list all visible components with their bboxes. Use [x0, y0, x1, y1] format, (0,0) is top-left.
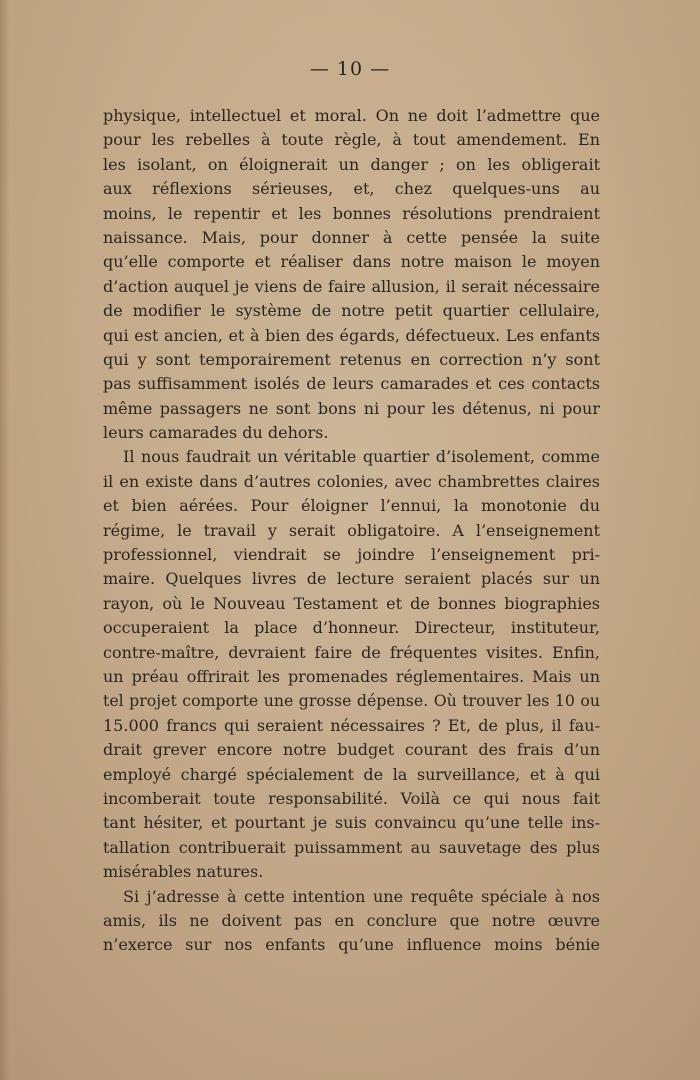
- text-line: et bien aérées. Pour éloigner l’ennui, la monotonie du: [103, 496, 600, 516]
- text-line: leurs camarades du dehors.: [103, 423, 329, 443]
- text-line: maire. Quelques livres de lecture seraient placés sur un: [103, 569, 600, 589]
- text-line: qui est ancien, et à bien des égards, défectueux. Les enfants: [103, 325, 600, 345]
- text-line: les isolant, on éloignerait un danger ; on les obligerait: [103, 154, 600, 174]
- text-line: drait grever encore notre budget courant des frais d’un: [103, 740, 600, 760]
- text-line: 15.000 francs qui seraient nécessaires ? Et, de plus, il fau-: [103, 715, 600, 735]
- text-line: misérables natures.: [103, 862, 264, 882]
- text-line: physique, intellectuel et moral. On ne doit l’admettre que: [103, 106, 600, 125]
- page-edge-shadow: [0, 0, 10, 1080]
- text-line: pas suffisamment isolés de leurs camarades et ces contacts: [103, 374, 600, 394]
- text-line: de modifier le système de notre petit quartier cellulaire,: [103, 301, 600, 321]
- text-line: Si j’adresse à cette intention une requête spéciale à nos: [123, 886, 600, 906]
- text-line: qui y sont temporairement retenus en correction n’y sont: [103, 349, 600, 369]
- text-line: moins, le repentir et les bonnes résolutions prendraient: [103, 203, 600, 223]
- text-line: même passagers ne sont bons ni pour les détenus, ni pour: [103, 398, 600, 418]
- text-line: tallation contribuerait puissamment au sauvetage des plus: [103, 837, 600, 857]
- body-text: [103, 104, 600, 958]
- text-line: il en existe dans d’autres colonies, avec chambrettes claires: [103, 471, 600, 491]
- text-line: occuperaient la place d’honneur. Directeur, instituteur,: [103, 618, 600, 638]
- text-line: aux réflexions sérieuses, et, chez quelques-uns au: [103, 179, 600, 199]
- text-line: employé chargé spécialement de la surveillance, et à qui: [103, 764, 600, 784]
- text-line: naissance. Mais, pour donner à cette pensée la suite: [103, 227, 600, 247]
- text-line: incomberait toute responsabilité. Voilà ce qui nous fait: [103, 788, 600, 808]
- text-line: d’action auquel je viens de faire allusion, il serait nécessaire: [103, 276, 600, 296]
- text-line: tant hésiter, et pourtant je suis convaincu qu’une telle ins-: [103, 813, 600, 833]
- text-line: amis, ils ne doivent pas en conclure que notre œuvre: [103, 910, 600, 930]
- text-line: qu’elle comporte et réaliser dans notre maison le moyen: [103, 252, 600, 272]
- text-line: professionnel, viendrait se joindre l’enseignement pri-: [103, 545, 600, 565]
- text-line: contre-maître, devraient faire de fréquentes visites. Enfin,: [103, 642, 600, 662]
- page-number: — 10 —: [309, 58, 391, 80]
- text-line: Il nous faudrait un véritable quartier d’isolement, comme: [123, 447, 600, 467]
- text-line: rayon, où le Nouveau Testament et de bonnes biographies: [103, 593, 600, 613]
- text-line: n’exerce sur nos enfants qu’une influence moins bénie: [103, 935, 600, 955]
- text-line: pour les rebelles à toute règle, à tout amendement. En: [103, 130, 600, 150]
- text-line: régime, le travail y serait obligatoire. A l’enseignement: [103, 520, 600, 540]
- text-line: tel projet comporte une grosse dépense. Où trouver les 10 ou: [103, 691, 600, 711]
- text-line: un préau offrirait les promenades réglementaires. Mais un: [103, 666, 600, 686]
